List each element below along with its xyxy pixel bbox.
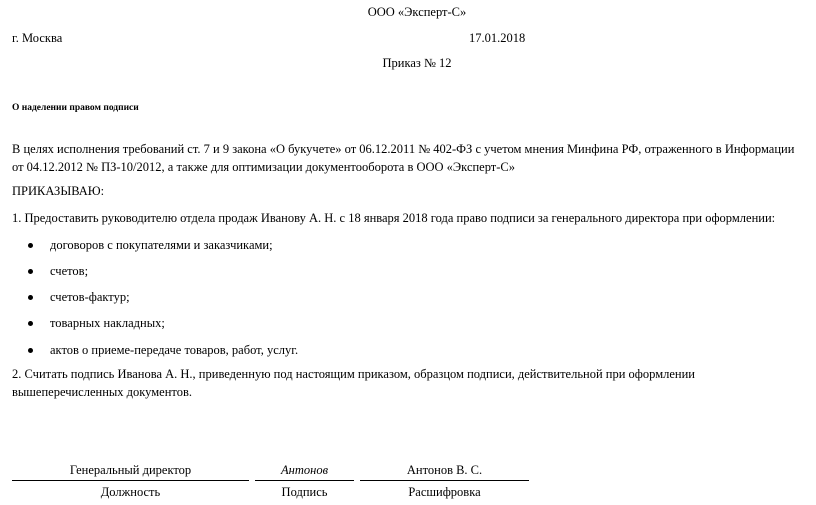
bullet-icon bbox=[28, 321, 33, 326]
bullet-icon bbox=[28, 243, 33, 248]
decoding-caption: Расшифровка bbox=[408, 485, 481, 499]
list-item-text: счетов; bbox=[50, 264, 89, 278]
bullet-icon bbox=[28, 348, 33, 353]
item-1-text: 1. Предоставить руководителю отдела продаж Иванову А. Н. с 18 января 2018 года право подписи за генерального директора при оформлении: bbox=[12, 211, 776, 225]
intro-line-2: от 04.12.2012 № ПЗ-10/2012, а также для оптимизации документооборота в ООО «Эксперт-С» bbox=[12, 160, 516, 174]
item-2-line-1: 2. Считать подпись Иванова А. Н., приведенную под настоящим приказом, образцом подписи, действительной при оформлении bbox=[12, 367, 695, 381]
signer-position: Генеральный директор bbox=[69, 463, 192, 477]
list-item bbox=[28, 237, 273, 253]
list-item-text: товарных накладных; bbox=[50, 316, 165, 330]
bullet-icon bbox=[28, 295, 33, 300]
city: г. Москва bbox=[12, 31, 63, 45]
intro-line-1: В целях исполнения требований ст. 7 и 9 закона «О букучете» от 06.12.2011 № 402-ФЗ с учетом мнения Минфина РФ, отраженного в Информации bbox=[12, 142, 795, 156]
signature-caption: Подпись bbox=[281, 485, 328, 499]
position-caption: Должность bbox=[100, 485, 161, 499]
bullet-icon bbox=[28, 269, 33, 274]
directive: ПРИКАЗЫВАЮ: bbox=[12, 184, 105, 198]
position-line bbox=[12, 480, 249, 481]
list-item bbox=[28, 263, 88, 279]
signer-decoding: Антонов В. С. bbox=[406, 463, 483, 477]
list-item-text: счетов-фактур; bbox=[50, 290, 130, 304]
order-date: 17.01.2018 bbox=[469, 31, 526, 45]
order-title: Приказ № 12 bbox=[382, 56, 452, 70]
list-item bbox=[28, 315, 165, 331]
signature-line bbox=[255, 480, 354, 481]
company-name: ООО «Эксперт-С» bbox=[367, 5, 467, 19]
list-item-text: договоров с покупателями и заказчиками; bbox=[50, 238, 273, 252]
list-item bbox=[28, 289, 130, 305]
decoding-line bbox=[360, 480, 529, 481]
list-item bbox=[28, 342, 298, 358]
item-2-line-2: вышеперечисленных документов. bbox=[12, 385, 192, 399]
list-item-text: актов о приеме-передаче товаров, работ, услуг. bbox=[50, 343, 299, 357]
signer-signature: Антонов bbox=[281, 463, 328, 477]
order-subject: О наделении правом подписи bbox=[12, 103, 139, 113]
